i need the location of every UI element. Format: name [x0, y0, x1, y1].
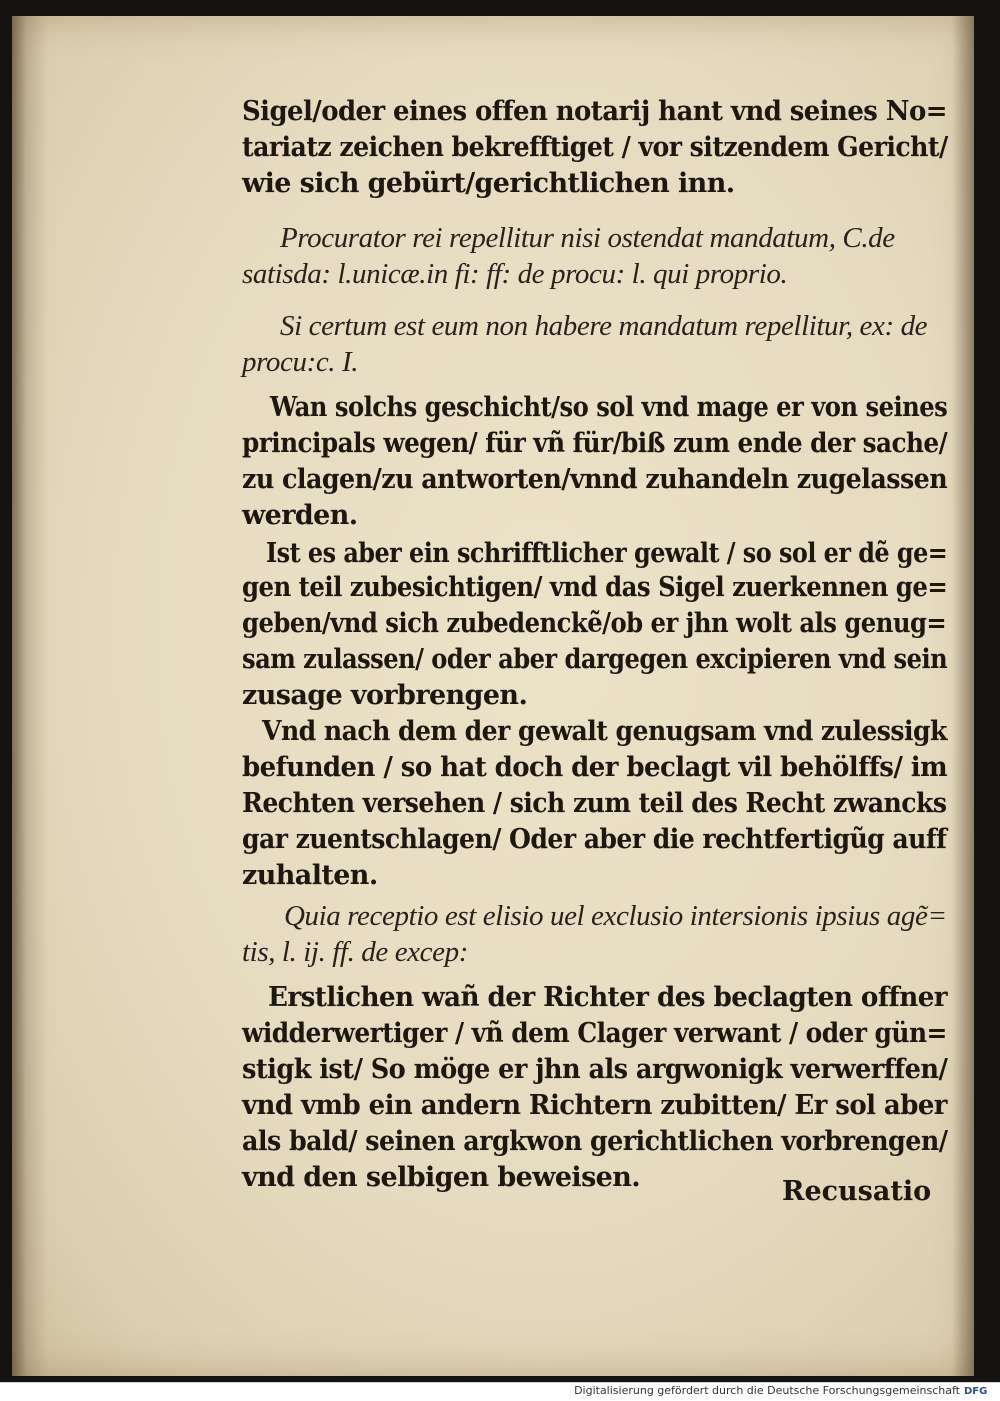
- book-page: [12, 16, 974, 1376]
- latin-gloss-line: tis, l. ij. ff. de excep:: [242, 936, 468, 968]
- text-line: Wan solchs geschicht/so sol vnd mage er von seines: [270, 392, 948, 423]
- text-line: Rechten versehen / sich zum teil des Recht zwancks: [242, 788, 947, 819]
- text-line: gar zuentschlagen/ Oder aber die rechtfertigũg auff: [242, 824, 947, 855]
- latin-gloss-line: procu:c. I.: [242, 346, 359, 378]
- text-line: zusage vorbrengen.: [242, 680, 528, 711]
- text-line: als bald/ seinen argkwon gerichtlichen vorbrengen/: [242, 1126, 948, 1157]
- digitization-footer: [0, 1382, 1000, 1401]
- dfg-logo: DFG: [964, 1386, 988, 1397]
- text-line: stigk ist/ So möge er jhn als argwonigk verwerffen/: [242, 1054, 948, 1085]
- text-line: Erstlichen wañ der Richter des beclagten offner: [268, 982, 948, 1013]
- text-line: widderwertiger / vñ dem Clager verwant / oder gün=: [242, 1018, 947, 1049]
- text-line: vnd den selbigen beweisen.: [242, 1162, 641, 1193]
- text-line: zuhalten.: [242, 860, 378, 891]
- latin-gloss-line: satisda: l.unicæ.in fi: ff: de procu: l. qui proprio.: [242, 258, 788, 290]
- text-line: tariatz zeichen bekrefftiget / vor sitzendem Gericht/: [242, 132, 948, 163]
- catchword: Recusatio: [782, 1176, 932, 1207]
- text-line: gen teil zubesichtigen/ vnd das Sigel zuerkennen ge=: [242, 572, 948, 603]
- text-line: sam zulassen/ oder aber dargegen excipieren vnd sein: [242, 644, 948, 675]
- text-line: befunden / so hat doch der beclagt vil behölffs/ im: [242, 752, 948, 783]
- funding-credit: Digitalisierung gefördert durch die Deutsche Forschungsgemeinschaft: [574, 1384, 960, 1397]
- latin-gloss-line: Procurator rei repellitur nisi ostendat mandatum, C.de: [280, 222, 895, 254]
- text-line: Ist es aber ein schrifftlicher gewalt / so sol er dẽ ge=: [266, 538, 948, 569]
- text-line: vnd vmb ein andern Richtern zubitten/ Er sol aber: [242, 1090, 947, 1121]
- text-line: zu clagen/zu antworten/vnnd zuhandeln zugelassen: [242, 464, 948, 495]
- text-line: werden.: [242, 500, 358, 531]
- text-line: geben/vnd sich zubedenckẽ/ob er jhn wolt als genug=: [242, 608, 947, 639]
- latin-gloss-line: Quia receptio est elisio uel exclusio intersionis ipsius agẽ=: [284, 900, 947, 932]
- text-line: principals wegen/ für vñ für/biß zum ende der sache/: [242, 428, 948, 459]
- text-line: Sigel/oder eines offen notarij hant vnd seines No=: [242, 96, 947, 127]
- text-line: Vnd nach dem der gewalt genugsam vnd zulessigk: [262, 716, 947, 747]
- text-line: wie sich gebürt/gerichtlichen inn.: [242, 168, 735, 199]
- latin-gloss-line: Si certum est eum non habere mandatum repellitur, ex: de: [280, 310, 928, 342]
